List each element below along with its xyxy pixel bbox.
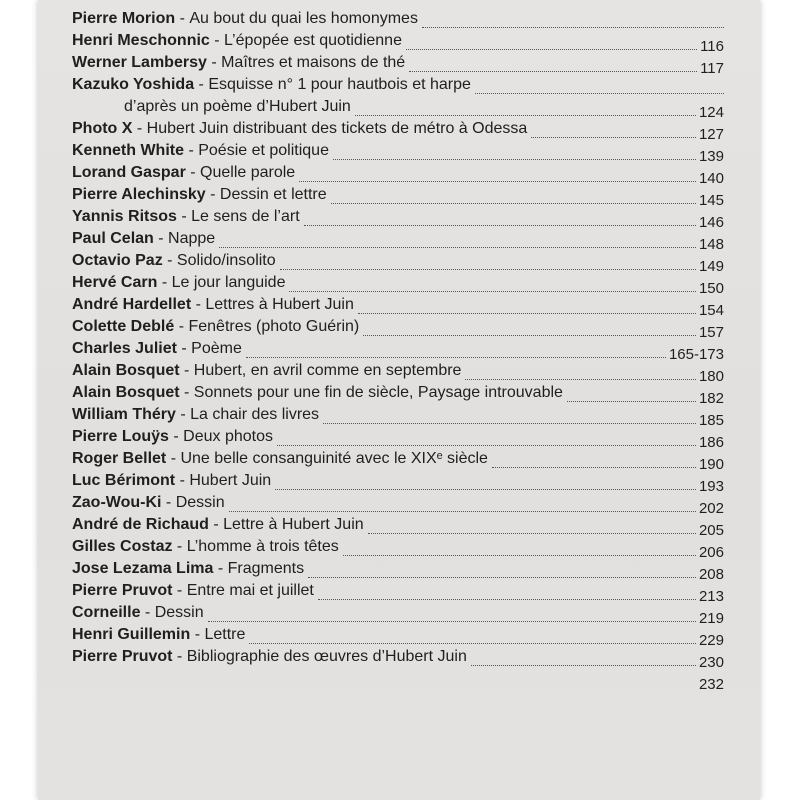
- toc-title: Au bout du quai les homonymes: [189, 10, 418, 27]
- toc-page-number: 148: [698, 236, 724, 253]
- toc-title: Poésie et politique: [198, 142, 329, 159]
- toc-author: Roger Bellet: [72, 450, 167, 467]
- toc-separator: -: [179, 384, 194, 401]
- toc-entry: [72, 382, 724, 407]
- toc-dot-leader: [208, 621, 696, 622]
- toc-page-number: 154: [698, 302, 724, 319]
- toc-dot-leader: [289, 291, 696, 292]
- toc-author: Pierre Louÿs: [72, 428, 169, 445]
- toc-separator: -: [190, 626, 205, 643]
- toc-entry-line: [72, 206, 300, 228]
- toc-separator: -: [140, 604, 155, 621]
- toc-page-number: 185: [698, 412, 724, 429]
- toc-separator: -: [168, 428, 184, 445]
- toc-entry: [72, 74, 724, 96]
- toc-page-number: 127: [698, 126, 724, 143]
- toc-title: Une belle consanguinité avec le XIXᵉ siècle: [180, 450, 488, 467]
- toc-entry: [72, 668, 724, 693]
- toc-page-number: 145: [698, 192, 724, 209]
- toc-title: Solido/insolito: [176, 252, 276, 269]
- toc-dot-leader: [323, 423, 696, 424]
- table-of-contents: [72, 8, 724, 693]
- toc-dot-leader: [368, 533, 696, 534]
- toc-entry-line: [72, 294, 354, 316]
- toc-title: Dessin: [154, 604, 204, 621]
- toc-entry: [72, 426, 724, 451]
- toc-author: Octavio Paz: [72, 252, 163, 269]
- toc-separator: -: [185, 164, 201, 181]
- toc-author: Yannis Ritsos: [72, 208, 177, 225]
- toc-title: Nappe: [168, 230, 216, 247]
- toc-author: Hervé Carn: [72, 274, 158, 291]
- toc-entry: [72, 404, 724, 429]
- toc-author: Colette Deblé: [72, 318, 175, 335]
- toc-separator: -: [172, 582, 187, 599]
- toc-entry: [72, 646, 724, 671]
- toc-entry-line: [72, 470, 271, 492]
- toc-title: Dessin et lettre: [219, 186, 327, 203]
- toc-entry-line: [72, 184, 327, 206]
- toc-title: Bibliographie des œuvres d’Hubert Juin: [186, 648, 467, 665]
- toc-title: Esquisse n° 1 pour hautbois et harpe: [208, 76, 471, 93]
- toc-dot-leader: [277, 445, 696, 446]
- toc-entry-line: [72, 52, 405, 74]
- toc-entry-line: [72, 228, 215, 250]
- toc-entry-line: [72, 30, 402, 52]
- toc-separator: -: [206, 54, 222, 71]
- toc-separator: -: [166, 450, 181, 467]
- toc-author: André de Richaud: [72, 516, 209, 533]
- toc-separator: -: [132, 120, 147, 137]
- toc-author: Lorand Gaspar: [72, 164, 186, 181]
- toc-page-number: 149: [698, 258, 724, 275]
- toc-entry-line: [72, 602, 204, 624]
- toc-entry-line: [72, 558, 304, 580]
- toc-page-number: 229: [698, 632, 724, 649]
- toc-entry-line: [124, 96, 351, 118]
- toc-entry: [72, 316, 724, 341]
- toc-entry-line: [72, 250, 276, 272]
- toc-dot-leader: [567, 401, 696, 402]
- toc-page-number: 165-173: [668, 346, 724, 363]
- toc-entry-line: [72, 8, 418, 30]
- toc-page-number: 213: [698, 588, 724, 605]
- toc-dot-leader: [475, 93, 724, 94]
- toc-page-number: 206: [698, 544, 724, 561]
- toc-entry: [72, 470, 724, 495]
- toc-page-number: 116: [700, 38, 724, 55]
- toc-title: Fenêtres (photo Guérin): [188, 318, 360, 335]
- toc-dot-leader: [492, 467, 696, 468]
- toc-separator: -: [175, 406, 191, 423]
- toc-title: Maîtres et maisons de thé: [221, 54, 406, 71]
- toc-page-number: 139: [698, 148, 724, 165]
- toc-author: Charles Juliet: [72, 340, 177, 357]
- toc-separator: -: [176, 208, 192, 225]
- toc-separator: -: [162, 252, 177, 269]
- toc-dot-leader: [331, 203, 696, 204]
- toc-title: Hubert, en avril comme en septembre: [193, 362, 462, 379]
- toc-page-number: 190: [698, 456, 724, 473]
- toc-entry: [72, 448, 724, 473]
- toc-title: Poème: [191, 340, 242, 357]
- toc-author: Henri Meschonnic: [72, 32, 210, 49]
- toc-entry: [72, 338, 724, 363]
- toc-author: Pierre Pruvot: [72, 582, 173, 599]
- toc-author: Photo X: [72, 120, 133, 137]
- toc-entry-line: [72, 646, 467, 668]
- toc-entry-line: [72, 360, 461, 382]
- toc-entry-line: [72, 74, 471, 96]
- toc-title: L’homme à trois têtes: [186, 538, 339, 555]
- toc-entry-line: [72, 316, 359, 338]
- toc-title: d’après un poème d’Hubert Juin: [124, 98, 351, 115]
- toc-dot-leader: [471, 665, 696, 666]
- toc-entry: [72, 8, 724, 30]
- toc-dot-leader: [465, 379, 696, 380]
- toc-dot-leader: [318, 599, 696, 600]
- toc-author: Paul Celan: [72, 230, 154, 247]
- toc-entry: [72, 272, 724, 297]
- toc-entry: [72, 558, 724, 583]
- toc-title: Entre mai et juillet: [186, 582, 314, 599]
- toc-entry: [72, 162, 724, 187]
- toc-author: Gilles Costaz: [72, 538, 173, 555]
- toc-separator: -: [194, 76, 209, 93]
- toc-dot-leader: [304, 225, 696, 226]
- toc-entry: [72, 140, 724, 165]
- toc-page-number: 150: [698, 280, 724, 297]
- toc-entry-line: [72, 448, 488, 470]
- toc-page-number: 186: [698, 434, 724, 451]
- toc-author: Werner Lambersy: [72, 54, 207, 71]
- toc-entry-line: [72, 624, 245, 646]
- toc-entry: [72, 360, 724, 385]
- toc-entry: [72, 206, 724, 231]
- toc-entry: [72, 96, 724, 121]
- toc-entry: [72, 118, 724, 143]
- toc-separator: -: [175, 10, 190, 27]
- toc-dot-leader: [355, 115, 696, 116]
- toc-separator: -: [184, 142, 199, 159]
- toc-entry: [72, 228, 724, 253]
- toc-dot-leader: [406, 49, 697, 50]
- toc-entry: [72, 52, 724, 77]
- toc-entry: [72, 30, 724, 55]
- toc-page-number: 219: [698, 610, 724, 627]
- toc-entry-line: [72, 272, 285, 294]
- toc-entry: [72, 250, 724, 275]
- toc-dot-leader: [422, 27, 724, 28]
- toc-page-number: 117: [700, 60, 724, 77]
- toc-dot-leader: [308, 577, 696, 578]
- toc-separator: -: [208, 516, 224, 533]
- toc-separator: -: [205, 186, 220, 203]
- toc-separator: -: [209, 32, 225, 49]
- toc-entry: [72, 514, 724, 539]
- toc-entry-line: [72, 338, 242, 360]
- toc-title: Hubert Juin distribuant des tickets de métro à Odessa: [146, 120, 528, 137]
- toc-page-number: 230: [698, 654, 724, 671]
- toc-separator: -: [153, 230, 169, 247]
- toc-dot-leader: [358, 313, 696, 314]
- toc-separator: -: [175, 472, 190, 489]
- toc-dot-leader: [531, 137, 696, 138]
- toc-title: La chair des livres: [190, 406, 320, 423]
- toc-dot-leader: [249, 643, 696, 644]
- toc-dot-leader: [409, 71, 697, 72]
- toc-page-number: 193: [698, 478, 724, 495]
- toc-entry-line: [72, 118, 527, 140]
- toc-separator: -: [213, 560, 228, 577]
- toc-entry-line: [72, 162, 295, 184]
- toc-separator: -: [172, 648, 187, 665]
- toc-entry-line: [72, 404, 319, 426]
- toc-page-number: 140: [698, 170, 724, 187]
- toc-dot-leader: [246, 357, 666, 358]
- toc-entry-line: [72, 514, 364, 536]
- toc-entry-line: [72, 426, 273, 448]
- toc-separator: -: [172, 538, 187, 555]
- toc-entry: [72, 184, 724, 209]
- toc-author: William Théry: [72, 406, 176, 423]
- toc-page-number: 202: [698, 500, 724, 517]
- toc-dot-leader: [275, 489, 696, 490]
- toc-title: Deux photos: [183, 428, 273, 445]
- toc-entry-line: [72, 492, 225, 514]
- toc-dot-leader: [280, 269, 696, 270]
- toc-entry: [72, 536, 724, 561]
- toc-separator: -: [157, 274, 172, 291]
- toc-author: Henri Guillemin: [72, 626, 191, 643]
- toc-title: Le sens de l’art: [191, 208, 300, 225]
- toc-dot-leader: [363, 335, 696, 336]
- toc-title: Hubert Juin: [189, 472, 272, 489]
- toc-dot-leader: [229, 511, 696, 512]
- toc-entry: [72, 602, 724, 627]
- toc-author: Luc Bérimont: [72, 472, 176, 489]
- toc-entry: [72, 492, 724, 517]
- toc-page-number: 180: [698, 368, 724, 385]
- toc-page-number: 146: [698, 214, 724, 231]
- toc-author: Pierre Alechinsky: [72, 186, 206, 203]
- toc-title: Lettre: [204, 626, 246, 643]
- toc-separator: -: [179, 362, 194, 379]
- toc-entry-line: [72, 382, 563, 404]
- toc-title: L’épopée est quotidienne: [224, 32, 402, 49]
- toc-author: Pierre Morion: [72, 10, 176, 27]
- toc-author: Corneille: [72, 604, 141, 621]
- toc-author: Jose Lezama Lima: [72, 560, 214, 577]
- toc-dot-leader: [333, 159, 696, 160]
- toc-entry: [72, 624, 724, 649]
- toc-author: Pierre Pruvot: [72, 648, 173, 665]
- toc-author: Kenneth White: [72, 142, 184, 159]
- toc-title: Lettre à Hubert Juin: [223, 516, 364, 533]
- toc-title: Lettres à Hubert Juin: [205, 296, 354, 313]
- toc-title: Dessin: [175, 494, 225, 511]
- toc-title: Le jour languide: [171, 274, 286, 291]
- toc-dot-leader: [299, 181, 696, 182]
- toc-page-number: 208: [698, 566, 724, 583]
- toc-separator: -: [191, 296, 206, 313]
- toc-author: Zao-Wou-Ki: [72, 494, 162, 511]
- toc-entry-line: [72, 536, 339, 558]
- toc-entry-line: [72, 580, 314, 602]
- toc-page-number: 232: [698, 676, 724, 693]
- toc-entry: [72, 580, 724, 605]
- toc-page-number: 205: [698, 522, 724, 539]
- toc-separator: -: [176, 340, 192, 357]
- toc-dot-leader: [343, 555, 696, 556]
- toc-title: Fragments: [227, 560, 305, 577]
- toc-dot-leader: [219, 247, 696, 248]
- book-page: [38, 0, 760, 800]
- toc-page-number: 182: [698, 390, 724, 407]
- toc-separator: -: [161, 494, 176, 511]
- toc-author: André Hardellet: [72, 296, 192, 313]
- toc-separator: -: [174, 318, 189, 335]
- toc-page-number: 157: [698, 324, 724, 341]
- toc-author: Alain Bosquet: [72, 384, 180, 401]
- toc-entry: [72, 294, 724, 319]
- toc-author: Kazuko Yoshida: [72, 76, 195, 93]
- toc-author: Alain Bosquet: [72, 362, 180, 379]
- toc-entry-line: [72, 140, 329, 162]
- toc-page-number: 124: [698, 104, 724, 121]
- toc-title: Sonnets pour une fin de siècle, Paysage introuvable: [193, 384, 563, 401]
- toc-title: Quelle parole: [200, 164, 296, 181]
